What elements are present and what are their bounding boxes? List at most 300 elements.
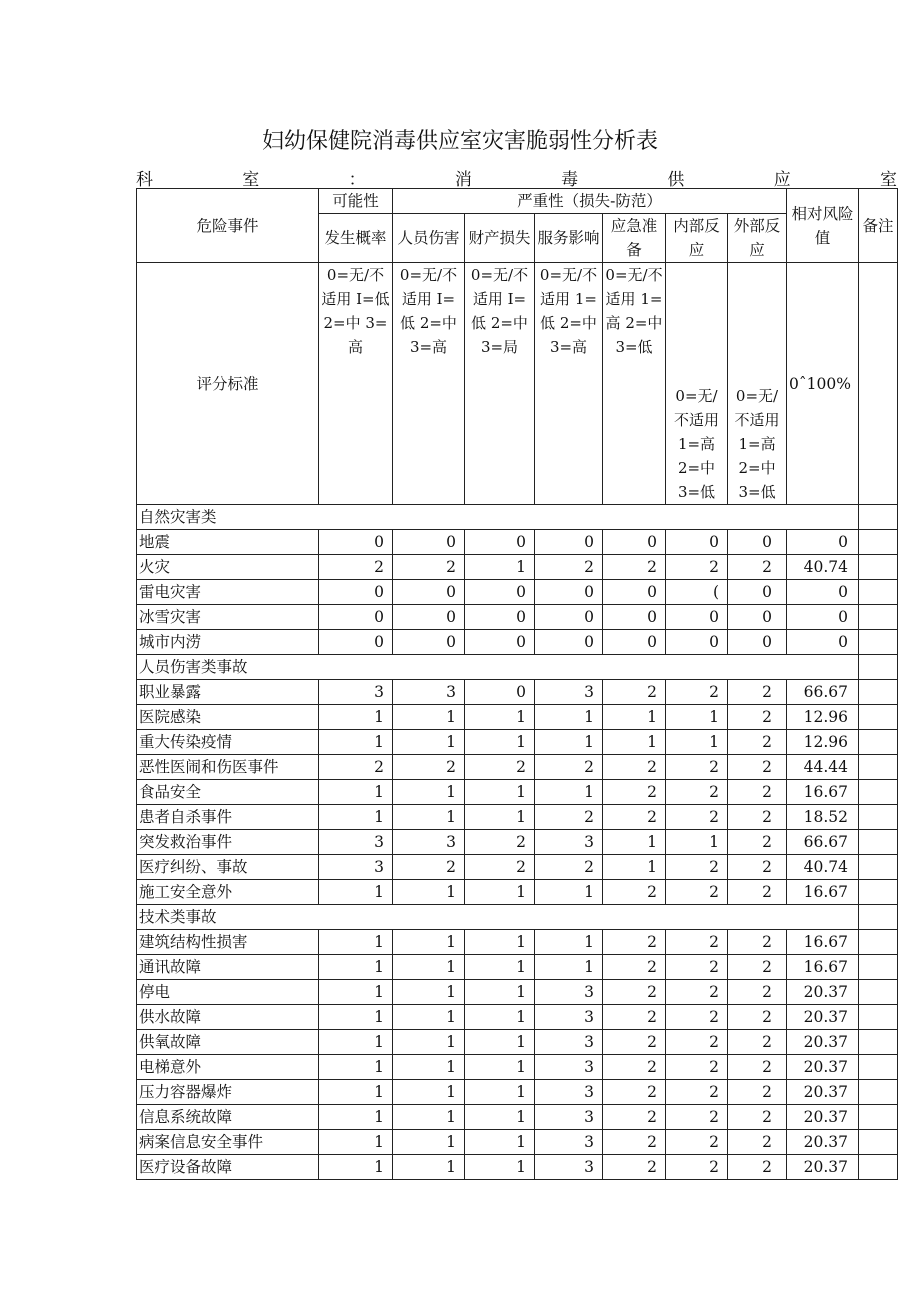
table-row [137, 955, 898, 980]
criteria-remark [859, 263, 898, 505]
score-cell: 2 [666, 1055, 728, 1080]
score-cell: 2 [728, 1080, 787, 1105]
risk-value: 16.67 [787, 955, 859, 980]
score-cell: 1 [319, 805, 393, 830]
score-cell: 3 [535, 680, 603, 705]
table-row [137, 705, 898, 730]
table-row [137, 580, 898, 605]
header-col: 服务影响 [535, 214, 603, 263]
score-cell: 2 [535, 805, 603, 830]
score-cell: 0 [465, 530, 535, 555]
score-cell: 2 [666, 955, 728, 980]
table-row [137, 680, 898, 705]
table-row [137, 930, 898, 955]
header-event: 危险事件 [137, 189, 319, 263]
event-name: 医院感染 [137, 705, 319, 730]
table-row [137, 530, 898, 555]
score-cell: 0 [393, 630, 465, 655]
score-cell: 1 [666, 730, 728, 755]
score-cell: 2 [728, 1055, 787, 1080]
score-cell: 2 [728, 680, 787, 705]
score-cell: 0 [393, 580, 465, 605]
score-cell: 1 [603, 855, 666, 880]
remark-cell [859, 555, 898, 580]
risk-value: 20.37 [787, 1030, 859, 1055]
table-row [137, 1030, 898, 1055]
event-name: 重大传染疫情 [137, 730, 319, 755]
score-cell: 3 [535, 1030, 603, 1055]
criteria-cell: 0=无/不适用 1=高 2=中 3=低 [728, 263, 787, 505]
remark-cell [859, 505, 898, 530]
score-cell: 2 [728, 1005, 787, 1030]
score-cell: 1 [319, 780, 393, 805]
score-cell: 2 [535, 555, 603, 580]
criteria-cell: 0=无/不适用 1=低 2=中 3=高 [535, 263, 603, 505]
header-col: 外部反应 [728, 214, 787, 263]
risk-value: 12.96 [787, 705, 859, 730]
score-cell: 0 [728, 580, 787, 605]
event-name: 供水故障 [137, 1005, 319, 1030]
remark-cell [859, 805, 898, 830]
score-cell: 1 [535, 730, 603, 755]
score-cell: 1 [465, 955, 535, 980]
score-cell: 2 [666, 1105, 728, 1130]
score-cell: 1 [393, 705, 465, 730]
table-row [137, 730, 898, 755]
department-line [136, 165, 897, 190]
risk-value: 66.67 [787, 830, 859, 855]
score-cell: 2 [666, 780, 728, 805]
score-cell: 1 [535, 955, 603, 980]
header-col: 人员伤害 [393, 214, 465, 263]
score-cell: 2 [603, 955, 666, 980]
score-cell: 1 [393, 1105, 465, 1130]
risk-value: 16.67 [787, 930, 859, 955]
table-row [137, 1080, 898, 1105]
score-cell: 2 [603, 680, 666, 705]
event-name: 地震 [137, 530, 319, 555]
dept-char: 应 [773, 170, 791, 190]
score-cell: 1 [393, 780, 465, 805]
score-cell: 2 [666, 1130, 728, 1155]
table-row [137, 1105, 898, 1130]
score-cell: 2 [393, 855, 465, 880]
score-cell: 2 [465, 855, 535, 880]
score-cell: 2 [666, 880, 728, 905]
table-row [137, 830, 898, 855]
remark-cell [859, 530, 898, 555]
risk-value: 20.37 [787, 1005, 859, 1030]
score-cell: 2 [666, 1080, 728, 1105]
table-row [137, 855, 898, 880]
event-name: 施工安全意外 [137, 880, 319, 905]
score-cell: 2 [465, 755, 535, 780]
score-cell: 2 [465, 830, 535, 855]
category-label: 自然灾害类 [137, 505, 859, 530]
event-name: 城市内涝 [137, 630, 319, 655]
score-cell: 2 [603, 555, 666, 580]
risk-value: 0 [787, 630, 859, 655]
criteria-cell: 0=无/不适用 I=低 2=中 3=高 [393, 263, 465, 505]
score-cell: 3 [535, 1105, 603, 1130]
score-cell: 2 [728, 730, 787, 755]
score-cell: 1 [319, 880, 393, 905]
score-cell: 2 [728, 980, 787, 1005]
score-cell: 0 [393, 530, 465, 555]
score-cell: 1 [465, 1130, 535, 1155]
category-label: 人员伤害类事故 [137, 655, 859, 680]
table-row [137, 1130, 898, 1155]
score-cell: 3 [535, 1155, 603, 1180]
score-cell: 0 [728, 630, 787, 655]
remark-cell [859, 1055, 898, 1080]
event-name: 雷电灾害 [137, 580, 319, 605]
category-label: 技术类事故 [137, 905, 859, 930]
score-cell: 3 [393, 830, 465, 855]
remark-cell [859, 830, 898, 855]
event-name: 冰雪灾害 [137, 605, 319, 630]
remark-cell [859, 780, 898, 805]
score-cell: 1 [393, 1080, 465, 1105]
score-cell: 1 [393, 1030, 465, 1055]
category-row [137, 655, 898, 680]
remark-cell [859, 580, 898, 605]
score-cell: 1 [465, 980, 535, 1005]
score-cell: 0 [728, 605, 787, 630]
score-cell: 3 [319, 855, 393, 880]
score-cell: 1 [393, 1055, 465, 1080]
remark-cell [859, 655, 898, 680]
event-name: 压力容器爆炸 [137, 1080, 319, 1105]
score-cell: 2 [728, 805, 787, 830]
event-name: 通讯故障 [137, 955, 319, 980]
score-cell: 0 [603, 580, 666, 605]
score-cell: 2 [319, 555, 393, 580]
score-cell: 0 [603, 605, 666, 630]
score-cell: 1 [465, 705, 535, 730]
dept-char: 供 [667, 170, 685, 190]
score-cell: 1 [393, 1155, 465, 1180]
score-cell: 2 [666, 1155, 728, 1180]
score-cell: 2 [728, 1030, 787, 1055]
header-col: 内部反应 [666, 214, 728, 263]
score-cell: 2 [393, 555, 465, 580]
remark-cell [859, 1105, 898, 1130]
score-cell: 1 [465, 930, 535, 955]
score-cell: 3 [319, 830, 393, 855]
remark-cell [859, 880, 898, 905]
score-cell: 2 [666, 755, 728, 780]
score-cell: 2 [603, 1005, 666, 1030]
score-cell: 2 [666, 930, 728, 955]
score-cell: 2 [666, 555, 728, 580]
score-cell: 2 [535, 755, 603, 780]
score-cell: 2 [603, 780, 666, 805]
remark-cell [859, 730, 898, 755]
score-cell: 1 [603, 705, 666, 730]
event-name: 食品安全 [137, 780, 319, 805]
remark-cell [859, 630, 898, 655]
score-cell: 0 [465, 605, 535, 630]
dept-char: ： [348, 170, 366, 190]
remark-cell [859, 855, 898, 880]
table-row [137, 755, 898, 780]
header-risk: 相对风险值 [787, 189, 859, 263]
score-cell: 1 [319, 955, 393, 980]
score-cell: 2 [728, 955, 787, 980]
risk-value: 40.74 [787, 555, 859, 580]
event-name: 供氧故障 [137, 1030, 319, 1055]
risk-value: 12.96 [787, 730, 859, 755]
score-cell: 3 [393, 680, 465, 705]
table-row [137, 980, 898, 1005]
table-row [137, 1055, 898, 1080]
header-col: 发生概率 [319, 214, 393, 263]
risk-value: 0 [787, 605, 859, 630]
risk-value: 0 [787, 580, 859, 605]
score-cell: 0 [666, 605, 728, 630]
score-cell: 2 [728, 1105, 787, 1130]
score-cell: 1 [535, 880, 603, 905]
score-cell: 1 [465, 555, 535, 580]
table-row [137, 1155, 898, 1180]
score-cell: 0 [666, 530, 728, 555]
score-cell: 1 [393, 980, 465, 1005]
score-cell: 1 [465, 1155, 535, 1180]
score-cell: 2 [603, 1055, 666, 1080]
header-col: 财产损失 [465, 214, 535, 263]
remark-cell [859, 1155, 898, 1180]
dept-char: 毒 [561, 170, 579, 190]
score-cell: 2 [666, 680, 728, 705]
score-cell: 1 [535, 705, 603, 730]
score-cell: 2 [728, 1155, 787, 1180]
score-cell: 2 [603, 880, 666, 905]
category-row [137, 505, 898, 530]
score-cell: 1 [465, 1055, 535, 1080]
remark-cell [859, 905, 898, 930]
score-cell: 1 [319, 1055, 393, 1080]
score-cell: 1 [465, 1030, 535, 1055]
score-cell: 2 [728, 930, 787, 955]
remark-cell [859, 680, 898, 705]
score-cell: 1 [393, 1130, 465, 1155]
score-cell: 2 [603, 805, 666, 830]
score-cell: 1 [666, 705, 728, 730]
risk-value: 44.44 [787, 755, 859, 780]
score-cell: 1 [465, 880, 535, 905]
remark-cell [859, 955, 898, 980]
score-cell: 2 [603, 1105, 666, 1130]
criteria-cell: 0=无/不适用 I=低 2=中 3=局 [465, 263, 535, 505]
score-cell: 2 [603, 930, 666, 955]
risk-value: 20.37 [787, 1055, 859, 1080]
event-name: 火灾 [137, 555, 319, 580]
event-name: 患者自杀事件 [137, 805, 319, 830]
score-cell: 2 [666, 855, 728, 880]
hazard-vulnerability-table [136, 188, 898, 1180]
page-title: 妇幼保健院消毒供应室灾害脆弱性分析表 [261, 129, 658, 154]
score-cell: 2 [603, 755, 666, 780]
score-cell: 0 [728, 530, 787, 555]
table-row [137, 555, 898, 580]
score-cell: 1 [465, 805, 535, 830]
event-name: 建筑结构性损害 [137, 930, 319, 955]
score-cell: 2 [728, 555, 787, 580]
score-cell: ( [666, 580, 728, 605]
score-cell: 1 [319, 980, 393, 1005]
score-cell: 1 [465, 1080, 535, 1105]
criteria-label: 评分标准 [137, 263, 319, 505]
criteria-cell: 0=无/不适用 1=高 2=中 3=低 [603, 263, 666, 505]
score-cell: 2 [319, 755, 393, 780]
score-cell: 0 [465, 680, 535, 705]
score-cell: 0 [535, 630, 603, 655]
risk-value: 0 [787, 530, 859, 555]
score-cell: 0 [465, 630, 535, 655]
score-cell: 1 [319, 730, 393, 755]
score-cell: 1 [393, 955, 465, 980]
risk-value: 18.52 [787, 805, 859, 830]
score-cell: 0 [535, 530, 603, 555]
score-cell: 0 [535, 580, 603, 605]
table-row [137, 780, 898, 805]
score-cell: 1 [319, 1080, 393, 1105]
event-name: 恶性医闹和伤医事件 [137, 755, 319, 780]
risk-value: 20.37 [787, 980, 859, 1005]
risk-value: 20.37 [787, 1155, 859, 1180]
score-cell: 0 [465, 580, 535, 605]
score-cell: 1 [393, 880, 465, 905]
header-severity: 严重性（损失-防范） [393, 189, 787, 214]
score-cell: 1 [535, 780, 603, 805]
score-cell: 2 [666, 1030, 728, 1055]
score-cell: 2 [603, 1030, 666, 1055]
event-name: 突发救治事件 [137, 830, 319, 855]
score-cell: 2 [728, 780, 787, 805]
score-cell: 2 [728, 830, 787, 855]
table-row [137, 880, 898, 905]
score-cell: 1 [319, 1030, 393, 1055]
score-cell: 0 [666, 630, 728, 655]
remark-cell [859, 1030, 898, 1055]
risk-value: 40.74 [787, 855, 859, 880]
event-name: 电梯意外 [137, 1055, 319, 1080]
risk-value: 20.37 [787, 1105, 859, 1130]
score-cell: 2 [603, 980, 666, 1005]
score-cell: 1 [603, 830, 666, 855]
score-cell: 0 [603, 530, 666, 555]
score-cell: 2 [666, 980, 728, 1005]
criteria-cell: 0=无/不适用 I=低 2=中 3=高 [319, 263, 393, 505]
score-cell: 2 [728, 855, 787, 880]
score-cell: 0 [393, 605, 465, 630]
score-cell: 1 [535, 930, 603, 955]
score-cell: 2 [603, 1155, 666, 1180]
dept-char: 室 [879, 170, 897, 190]
score-cell: 2 [603, 1130, 666, 1155]
score-cell: 0 [535, 605, 603, 630]
risk-value: 66.67 [787, 680, 859, 705]
score-cell: 1 [393, 1005, 465, 1030]
header-likelihood: 可能性 [319, 189, 393, 214]
risk-value: 20.37 [787, 1130, 859, 1155]
score-cell: 0 [603, 630, 666, 655]
remark-cell [859, 1130, 898, 1155]
event-name: 病案信息安全事件 [137, 1130, 319, 1155]
score-cell: 1 [393, 805, 465, 830]
remark-cell [859, 705, 898, 730]
score-cell: 1 [319, 1155, 393, 1180]
category-row [137, 905, 898, 930]
event-name: 信息系统故障 [137, 1105, 319, 1130]
score-cell: 1 [319, 1130, 393, 1155]
event-name: 医疗纠纷、事故 [137, 855, 319, 880]
score-cell: 1 [666, 830, 728, 855]
score-cell: 1 [465, 730, 535, 755]
remark-cell [859, 755, 898, 780]
table-row [137, 1005, 898, 1030]
score-cell: 1 [393, 730, 465, 755]
score-cell: 3 [319, 680, 393, 705]
risk-value: 20.37 [787, 1080, 859, 1105]
table-row [137, 630, 898, 655]
score-cell: 0 [319, 580, 393, 605]
score-cell: 3 [535, 980, 603, 1005]
score-cell: 3 [535, 830, 603, 855]
event-name: 停电 [137, 980, 319, 1005]
score-cell: 2 [666, 1005, 728, 1030]
score-cell: 1 [465, 780, 535, 805]
table-row [137, 605, 898, 630]
header-remark: 备注 [859, 189, 898, 263]
criteria-cell: 0=无/不适用 1=高 2=中 3=低 [666, 263, 728, 505]
dept-char: 室 [242, 170, 260, 190]
score-cell: 3 [535, 1080, 603, 1105]
dept-char: 消 [454, 170, 472, 190]
score-cell: 2 [666, 805, 728, 830]
score-cell: 2 [728, 755, 787, 780]
remark-cell [859, 1005, 898, 1030]
score-cell: 0 [319, 605, 393, 630]
dept-char: 科 [136, 170, 153, 190]
score-cell: 1 [319, 705, 393, 730]
table-row [137, 805, 898, 830]
event-name: 医疗设备故障 [137, 1155, 319, 1180]
score-cell: 1 [393, 930, 465, 955]
score-cell: 1 [465, 1005, 535, 1030]
remark-cell [859, 980, 898, 1005]
score-cell: 1 [465, 1105, 535, 1130]
score-cell: 2 [728, 705, 787, 730]
score-cell: 2 [603, 1080, 666, 1105]
score-cell: 0 [319, 630, 393, 655]
score-cell: 2 [393, 755, 465, 780]
score-cell: 1 [319, 1005, 393, 1030]
criteria-risk: 0ˆ100% [787, 263, 859, 505]
score-cell: 1 [319, 1105, 393, 1130]
score-cell: 2 [728, 1130, 787, 1155]
event-name: 职业暴露 [137, 680, 319, 705]
score-cell: 3 [535, 1130, 603, 1155]
score-cell: 3 [535, 1005, 603, 1030]
score-cell: 2 [535, 855, 603, 880]
remark-cell [859, 605, 898, 630]
score-cell: 2 [728, 880, 787, 905]
score-cell: 3 [535, 1055, 603, 1080]
remark-cell [859, 1080, 898, 1105]
score-cell: 1 [603, 730, 666, 755]
